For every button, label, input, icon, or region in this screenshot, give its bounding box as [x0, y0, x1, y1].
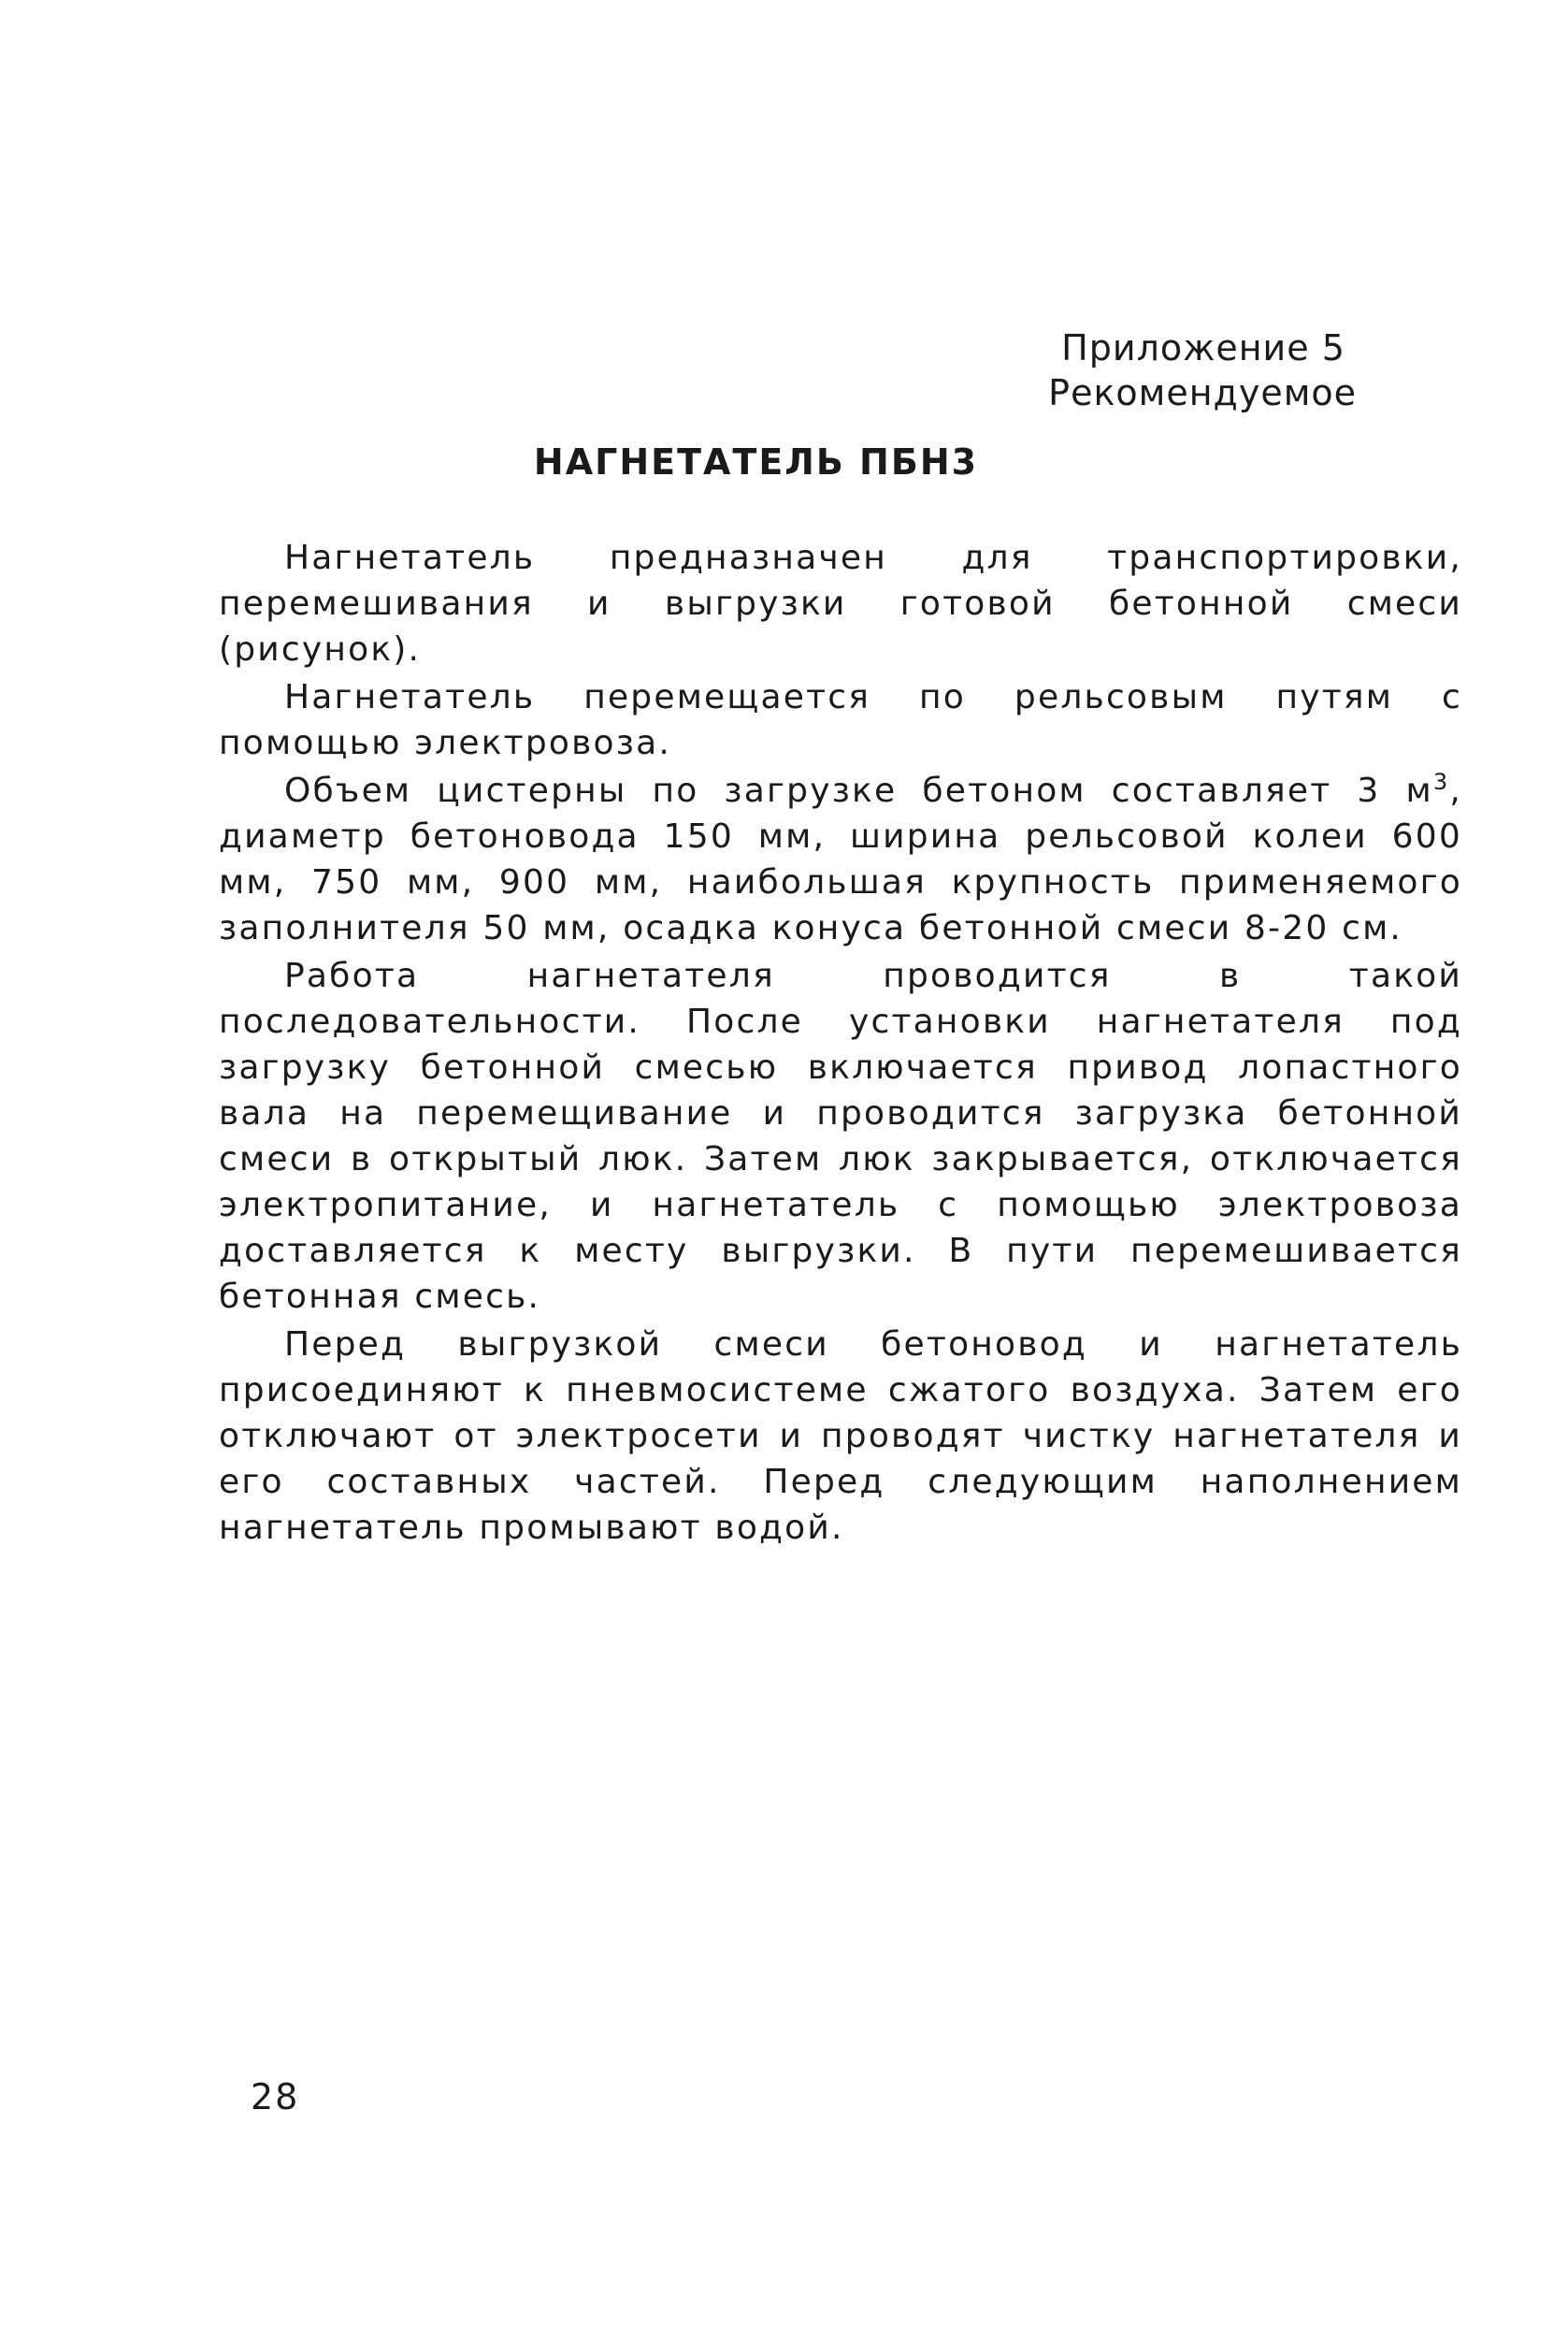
document-title-text: НАГНЕТАТЕЛЬ ПБН3 [533, 441, 979, 483]
paragraph-operation: Работа нагнетателя проводится в такой последовательности. После установки нагнетателя под загрузку бетонной смесью включается привод лопастного вала на перемещивание и проводится загрузка бетонной смеси в открытый люк. Затем люк закрывается, отключается электропитание, и нагнетатель с помощью электровоза доставляется к месту выгрузки. В пути перемешивается бетонная смесь. [219, 957, 1462, 1316]
specs-text-start: Объем цистерны по загрузке бетоном составляет 3 м [284, 772, 1433, 810]
document-title [0, 441, 1568, 483]
paragraph-movement: Нагнетатель перемещается по рельсовым путям с помощью электровоза. [219, 678, 1462, 762]
appendix-status: Рекомендуемое [1048, 372, 1357, 413]
appendix-header [1048, 325, 1357, 415]
specs-text-end: , диаметр бетоновода 150 мм, ширина рельсовой колеи 600 мм, 750 мм, 900 мм, наибольшая крупность применяемого заполнителя 50 мм, осадка конуса бетонной смеси 8-20 см. [219, 772, 1462, 947]
paragraph-unloading: Перед выгрузкой смеси бетоновод и нагнетатель присоединяют к пневмосистеме сжатого воздуха. Затем его отключают от электросети и проводят чистку нагнетателя и его составных частей. Перед следующим наполнением нагнетатель промывают водой. [219, 1325, 1462, 1547]
specs-superscript: 3 [1432, 769, 1450, 795]
paragraph-specs [219, 768, 1462, 951]
appendix-number: Приложение 5 [1061, 327, 1345, 368]
page-number: 28 [251, 2076, 300, 2117]
paragraph-purpose: Нагнетатель предназначен для транспортировки, перемешивания и выгрузки готовой бетонной смеси (рисунок). [219, 539, 1462, 669]
body-text [219, 535, 1462, 1553]
